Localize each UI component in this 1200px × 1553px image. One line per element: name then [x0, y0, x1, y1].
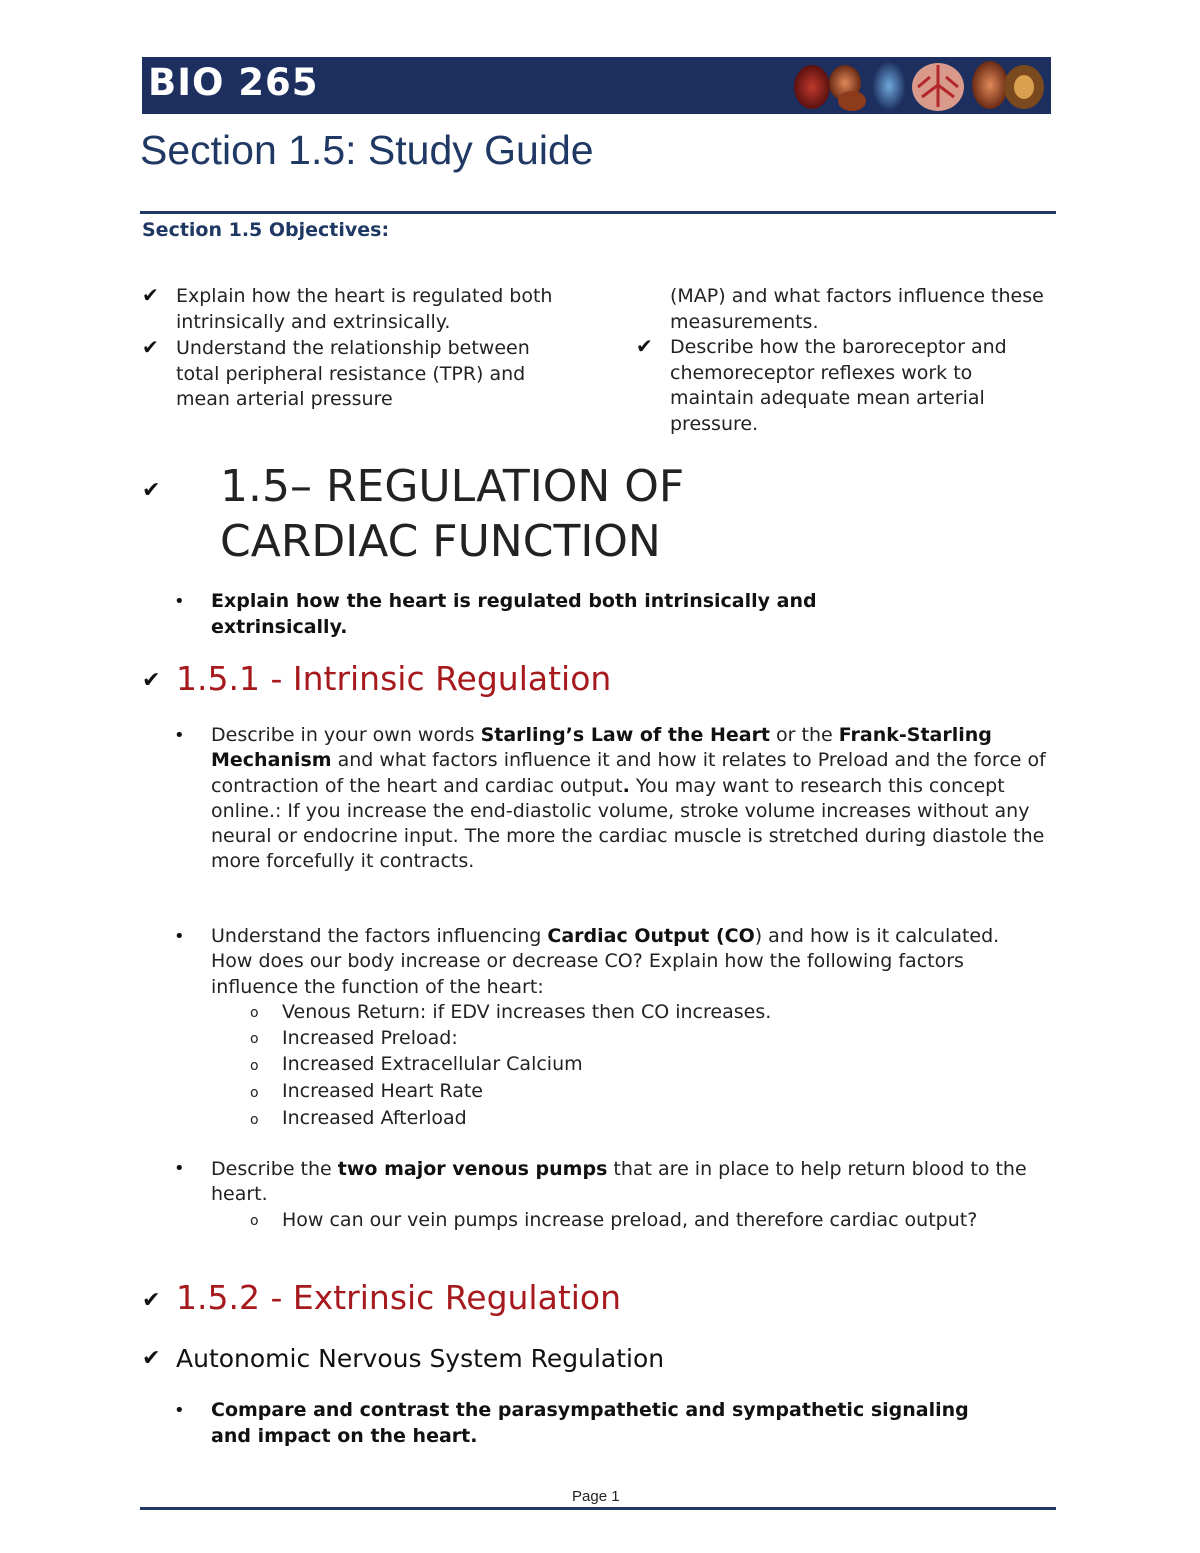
checkmark-icon: ✔	[142, 668, 161, 693]
sub-bullet-icon: o	[250, 1085, 259, 1101]
bullet-icon: •	[174, 1158, 185, 1179]
checkmark-icon: ✔	[142, 478, 161, 503]
organ-illustration-icon	[790, 57, 1051, 114]
bold-term: two major venous pumps	[337, 1158, 608, 1180]
text-run: ) and how is it calculated. How does our body increase or decrease CO? Explain how the following factors influence the function of the heart:	[211, 925, 1000, 998]
text-run: .	[622, 774, 630, 797]
checkmark-icon: ✔	[142, 335, 159, 359]
footer-divider	[140, 1507, 1056, 1510]
ans-bullet: Compare and contrast the parasympathetic and sympathetic signaling and impact on the heart.	[211, 1399, 969, 1447]
checkmark-icon: ✔	[636, 334, 653, 358]
objectives-heading: Section 1.5 Objectives:	[142, 219, 390, 241]
bullet-icon: •	[174, 591, 185, 612]
text-run: that are in place to help return blood to the heart.	[211, 1158, 1027, 1206]
page-number: Page 1	[572, 1488, 620, 1505]
bullet-icon: •	[174, 1400, 185, 1421]
section-intro-bullet: Explain how the heart is regulated both intrinsically and extrinsically.	[211, 590, 817, 638]
sub-bullet-icon: o	[250, 1031, 259, 1047]
factor-item: Increased Heart Rate	[282, 1080, 483, 1102]
factor-item: Venous Return: if EDV increases then CO increases.	[282, 1001, 772, 1023]
intrinsic-heading: 1.5.1 - Intrinsic Regulation	[176, 659, 612, 698]
bullet-icon: •	[174, 926, 185, 947]
factor-item: Increased Afterload	[282, 1107, 467, 1129]
text-run: You may want to research this concept online.: If you increase the end-diastolic volume, stroke volume increases without any neural or endocrine input. The more the cardiac muscle is stretched during diastole the more forcefully it contracts.	[211, 774, 1045, 873]
text-run: Describe the	[211, 1158, 338, 1180]
bold-term: Cardiac Output (CO	[547, 925, 755, 947]
section-heading	[220, 459, 684, 569]
checkmark-icon: ✔	[142, 1288, 161, 1313]
sub-bullet-icon: o	[250, 1058, 259, 1074]
venous-pumps-paragraph	[211, 1157, 1041, 1208]
text-run: or the	[770, 724, 839, 746]
text-run: Understand the factors influencing	[211, 925, 548, 947]
bold-term: Frank-Starling Mechanism	[211, 724, 992, 772]
course-code: BIO 265	[148, 61, 319, 104]
section-heading-line1: 1.5– REGULATION OF	[220, 461, 685, 512]
starling-paragraph	[211, 723, 1061, 875]
text-run: Describe in your own words	[211, 724, 481, 746]
objective-item-part-b: (MAP) and what factors influence these measurements.	[670, 285, 1044, 333]
objective-item-part-a: Understand the relationship between total peripheral resistance (TPR) and mean arterial pressure	[176, 337, 530, 410]
factor-item: Increased Preload:	[282, 1027, 458, 1049]
extrinsic-heading: 1.5.2 - Extrinsic Regulation	[176, 1278, 622, 1317]
text-run: and what factors influence it and how it relates to Preload and the force of contraction of the heart and cardiac output	[211, 749, 1046, 797]
title-divider	[140, 211, 1056, 214]
sub-bullet-icon: o	[250, 1213, 259, 1229]
objective-item: Describe how the baroreceptor and chemoreceptor reflexes work to maintain adequate mean arterial pressure.	[670, 336, 1007, 435]
page-title: Section 1.5: Study Guide	[140, 127, 594, 173]
factor-item: Increased Extracellular Calcium	[282, 1053, 583, 1075]
venous-pumps-subitem: How can our vein pumps increase preload, and therefore cardiac output?	[282, 1209, 978, 1231]
bullet-icon: •	[174, 725, 185, 746]
checkmark-icon: ✔	[142, 283, 159, 307]
bold-term: Starling’s Law of the Heart	[480, 724, 771, 746]
sub-bullet-icon: o	[250, 1005, 259, 1021]
ans-heading: Autonomic Nervous System Regulation	[176, 1344, 665, 1373]
objective-item: Explain how the heart is regulated both intrinsically and extrinsically.	[176, 285, 553, 333]
checkmark-icon: ✔	[142, 1346, 161, 1371]
sub-bullet-icon: o	[250, 1112, 259, 1128]
section-heading-line2: CARDIAC FUNCTION	[220, 516, 661, 567]
cardiac-output-paragraph	[211, 924, 1041, 1000]
